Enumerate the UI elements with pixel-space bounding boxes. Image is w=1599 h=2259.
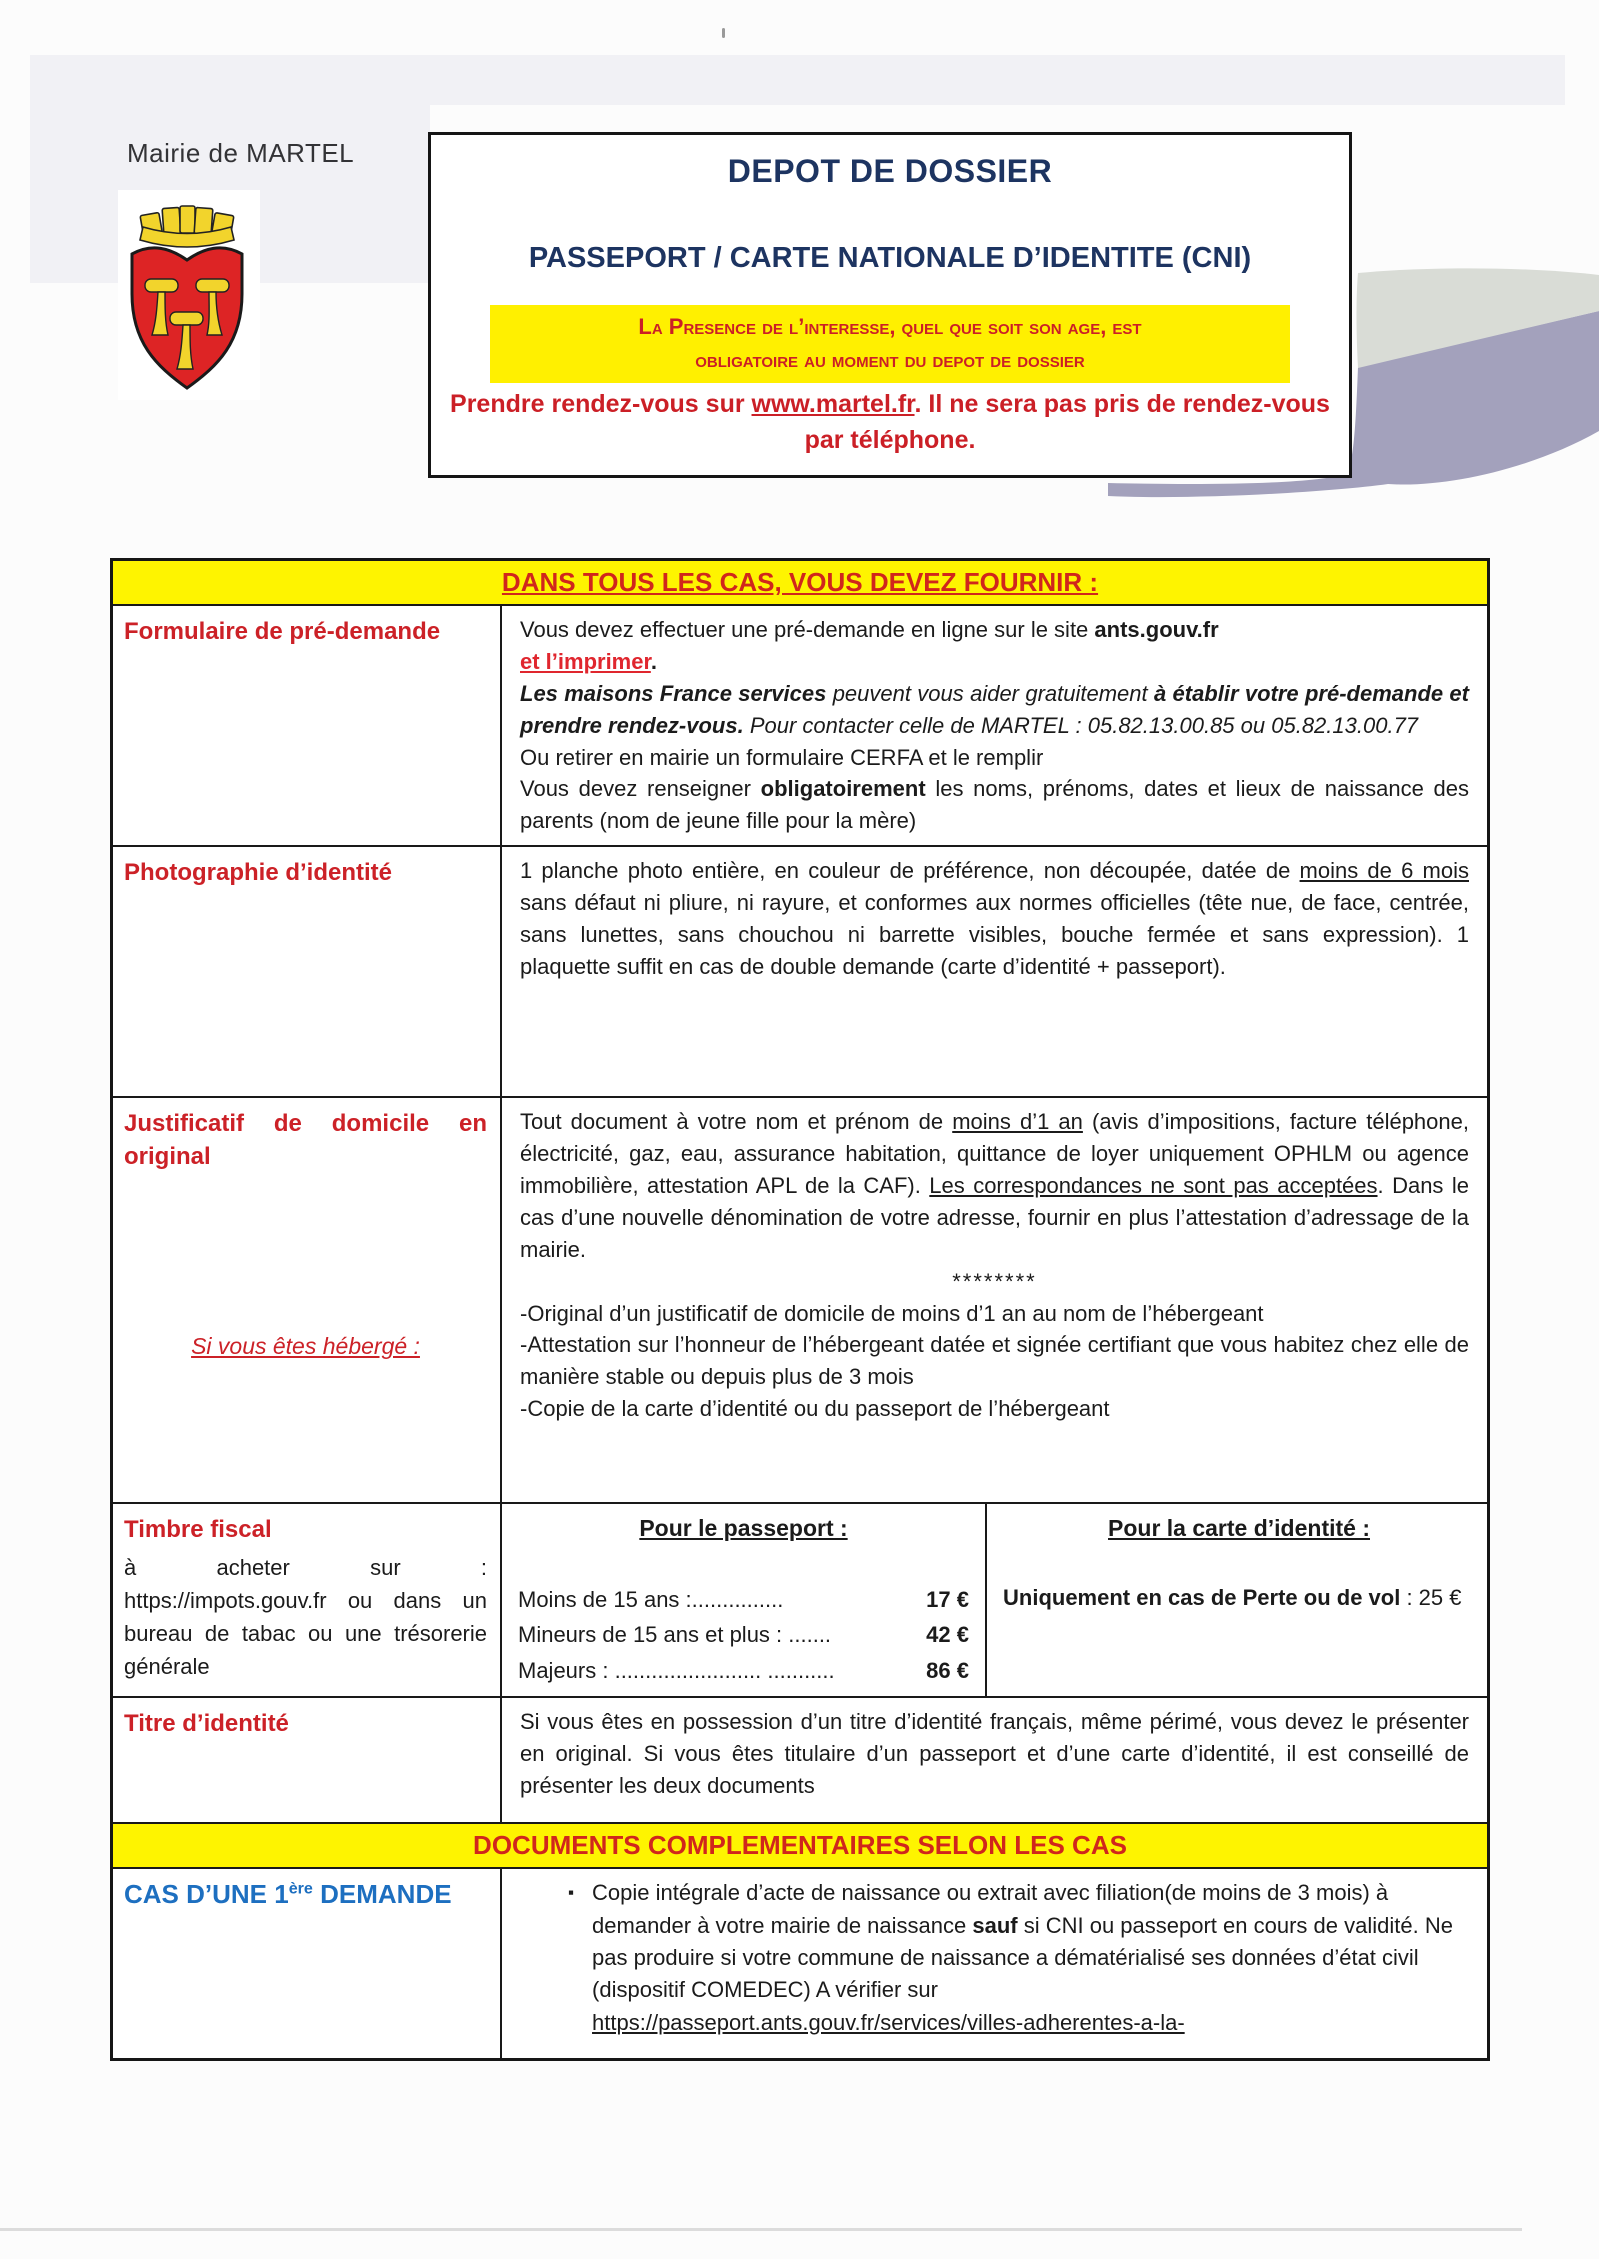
- domicile-text3: . Dans le cas d’une nouvelle dénomination de votre adresse, fournir en plus l’attestation d’adressage de la mairie.: [520, 1173, 1469, 1262]
- row-titre-label-cell: [113, 1698, 500, 1822]
- cni-fee-text: Uniquement en cas de Perte ou de vol : 25 €: [1003, 1584, 1462, 1610]
- hosted-item3: -Copie de la carte d’identité ou du passeport de l’hébergeant: [520, 1396, 1110, 1422]
- row-photo-label: Photographie d’identité: [124, 859, 392, 887]
- correspondances-underline: Les correspondances ne sont pas acceptées: [929, 1173, 1378, 1199]
- hosted-item1: -Original d’un justificatif de domicile de moins d’1 an au nom de l’hébergeant: [520, 1300, 1264, 1326]
- header-box: [428, 132, 1352, 478]
- row-formulaire: [113, 604, 1487, 845]
- passport-price-list: [518, 1582, 969, 1689]
- print-link[interactable]: et l’imprimer: [520, 648, 651, 674]
- row-formulaire-label: Formulaire de pré-demande: [124, 618, 441, 645]
- photo-text: 1 planche photo entière, en couleur de préférence, non découpée, datée de: [520, 858, 1300, 884]
- presence-notice: [490, 305, 1290, 383]
- martel-coat-of-arms-icon: [118, 190, 256, 396]
- city-crest: [118, 190, 260, 400]
- cni-fees-header: Pour la carte d’identité :: [1108, 1515, 1370, 1542]
- appointment-text-pre: Prendre rendez-vous sur: [450, 390, 752, 418]
- sauf-bold: sauf: [972, 1912, 1018, 1938]
- separator-stars: ********: [952, 1268, 1037, 1294]
- scan-speck: [722, 28, 725, 38]
- form-text2: Vous devez renseigner: [520, 776, 761, 802]
- row-premiere-demande: [113, 1867, 1487, 2058]
- domicile-age-underline: moins d’1 an: [952, 1109, 1083, 1135]
- timbre-acheter-line: à acheter sur :: [124, 1554, 487, 1580]
- row-timbre-label: Timbre fiscal: [124, 1516, 272, 1544]
- price-under15: Moins de 15 ans :............... 17 €: [518, 1586, 969, 1612]
- row-domicile-label-cell: [113, 1098, 500, 1502]
- cerfa-text: Ou retirer en mairie un formulaire CERFA et le remplir: [520, 744, 1044, 770]
- presence-notice-line1: La Presence de l’interesse, quel que soit son age, est: [638, 314, 1142, 339]
- row-photo-content: [500, 847, 1487, 1096]
- hosted-item2: -Attestation sur l’honneur de l’hébergeant datée et signée certifiant que vous habitez chez elle de manière stable ou depuis plus de 3 mois: [520, 1332, 1469, 1390]
- hosted-sublabel: Si vous êtes hébergé :: [191, 1333, 420, 1360]
- domicile-text2: (avis d’impositions, facture téléphone, électricité, gaz, eau, assurance habitation, quittance de loyer uniquement OPHLM ou agence immobilière, attestation APL de la CAF).: [520, 1109, 1469, 1199]
- martel-website-link[interactable]: www.martel.fr: [751, 390, 915, 418]
- price-adults: Majeurs : ........................ ........... 86 €: [518, 1657, 969, 1683]
- ants-villes-adherentes-link[interactable]: https://passeport.ants.gouv.fr/services/villes-adherentes-a-la-: [592, 2009, 1185, 2035]
- row-formulaire-content: [500, 606, 1487, 845]
- row-premiere-label: CAS D’UNE 1ère DEMANDE: [124, 1879, 452, 1910]
- photo-age-underline: moins de 6 mois: [1299, 858, 1469, 884]
- row-timbre-label-cell: [113, 1504, 500, 1696]
- document-title: DEPOT DE DOSSIER: [727, 153, 1053, 189]
- requirements-table: [110, 558, 1490, 2061]
- premiere-text2: si CNI ou passeport en cours de validité. Ne pas produire si votre commune de naissance a dématérialisé ses données d’état civil (dispositif COMEDEC) A vérifier sur: [592, 1912, 1453, 2003]
- square-bullet-icon: ▪: [568, 1883, 575, 1903]
- row-photo: [113, 845, 1487, 1096]
- row-photo-label-cell: [113, 847, 500, 1096]
- row-timbre: [113, 1502, 1487, 1696]
- premiere-bullet-item: [520, 1877, 1468, 2039]
- timbre-where-to-buy: https://impots.gouv.fr ou dans un bureau de tabac ou une trésorerie générale: [124, 1587, 487, 1679]
- passport-fees-header: Pour le passeport :: [639, 1515, 848, 1542]
- section-header-complementary: DOCUMENTS COMPLEMENTAIRES SELON LES CAS: [113, 1822, 1487, 1867]
- france-services-text: peuvent vous aider gratuitement: [832, 680, 1154, 706]
- cni-fees-cell: [985, 1504, 1491, 1696]
- document-subtitle: PASSEPORT / CARTE NATIONALE D’IDENTITE (CNI): [528, 242, 1252, 274]
- row-titre-label: Titre d’identité: [124, 1710, 289, 1738]
- obligatoirement-bold: obligatoirement: [760, 776, 926, 802]
- form-text3: les noms, prénoms, dates et lieux de naissance des parents (nom de jeune fille pour la mère): [520, 776, 1469, 834]
- france-services-bold2: à établir votre pré-demande et prendre rendez-vous.: [520, 680, 1469, 738]
- titre-text: Si vous êtes en possession d’un titre d’identité français, même périmé, vous devez le présenter en original. Si vous êtes titulaire d’un passeport et d’une carte d’identité, il est conseillé de présenter les deux documents: [520, 1709, 1469, 1799]
- organization-name: Mairie de MARTEL: [127, 138, 355, 168]
- row-formulaire-label-cell: [113, 606, 500, 845]
- row-domicile: [113, 1096, 1487, 1502]
- passport-fees-cell: [500, 1504, 985, 1696]
- appointment-notice: [445, 387, 1335, 458]
- ants-site-name: ants.gouv.fr: [1094, 617, 1219, 642]
- row-domicile-label: Justificatif de domicile en original: [124, 1110, 487, 1170]
- scan-footer-line: [0, 2228, 1522, 2231]
- presence-notice-line2: obligatoire au moment du depot de dossier: [695, 347, 1085, 372]
- france-services-bold: Les maisons France services: [520, 680, 833, 706]
- form-text-period: .: [650, 648, 657, 674]
- domicile-text: Tout document à votre nom et prénom de: [520, 1109, 953, 1135]
- price-minors15plus: Mineurs de 15 ans et plus : ....... 42 €: [518, 1622, 969, 1648]
- row-premiere-label-cell: [113, 1869, 500, 2058]
- row-titre: [113, 1696, 1487, 1822]
- premiere-text: Copie intégrale d’acte de naissance ou extrait avec filiation(de moins de 3 mois) à demander à votre mairie de naissance: [592, 1880, 1389, 1938]
- section-header-all-cases: DANS TOUS LES CAS, VOUS DEVEZ FOURNIR :: [113, 561, 1487, 604]
- photo-text2: sans défaut ni pliure, ni rayure, et conformes aux normes officielles (tête nue, de face, centrée, sans lunettes, sans chouchou ni barrette visibles, bouche fermée et sans expression). 1 plaquette suffit en cas de double demande (carte d’identité + passeport).: [520, 890, 1469, 979]
- row-domicile-content: [500, 1098, 1487, 1502]
- appointment-text-post: . Il ne sera pas pris de rendez-vous par téléphone.: [804, 390, 1330, 454]
- row-premiere-content: [500, 1869, 1487, 2058]
- row-titre-content: [500, 1698, 1487, 1822]
- martel-contact-numbers: Pour contacter celle de MARTEL : 05.82.13.00.85 ou 05.82.13.00.77: [743, 712, 1419, 738]
- form-text: Vous devez effectuer une pré-demande en ligne sur le site: [520, 617, 1095, 642]
